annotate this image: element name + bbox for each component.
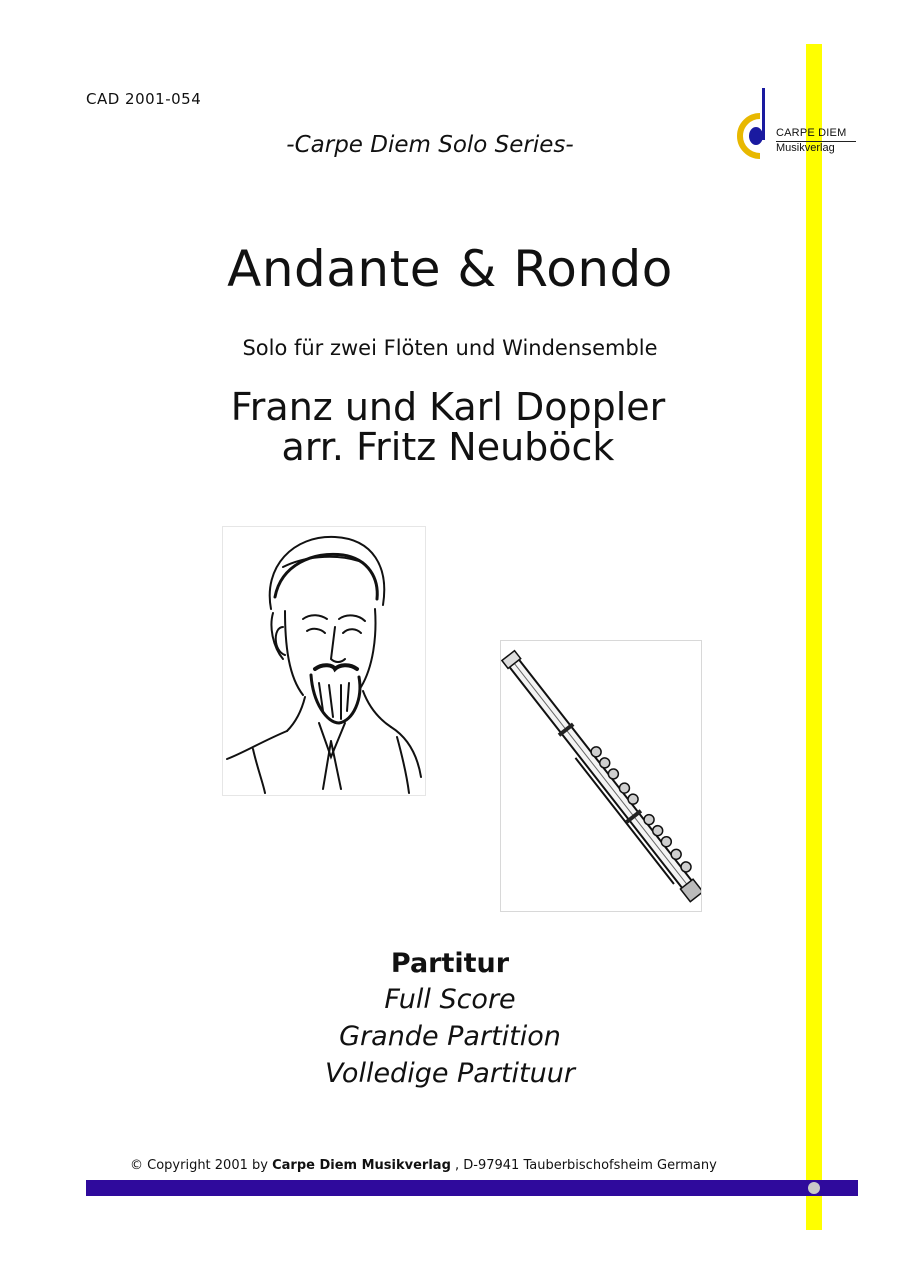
label-german: Partitur [390, 948, 510, 979]
catalog-number: CAD 2001-054 [86, 90, 202, 108]
copyright-prefix: © Copyright 2001 by [130, 1158, 273, 1173]
bar-dot [808, 1182, 820, 1194]
label-french: Grande Partition [339, 1021, 561, 1052]
composer-line: Franz und Karl Doppler [230, 385, 666, 429]
copyright-publisher: Carpe Diem Musikverlag [272, 1158, 451, 1173]
bottom-bar [86, 1180, 858, 1196]
piece-subtitle: Solo für zwei Flöten und Windensemble [242, 336, 658, 360]
copyright-suffix: , D-97941 Tauberbischofsheim Germany [450, 1158, 717, 1173]
score-labels [0, 948, 900, 1095]
label-english: Full Score [384, 984, 516, 1015]
credits [0, 387, 896, 468]
carpe-diem-logo-icon [726, 86, 786, 166]
logo-line-1: CARPE DIEM [776, 127, 847, 139]
copyright-notice [130, 1158, 717, 1173]
piece-title: Andante & Rondo [227, 240, 673, 298]
logo-line-2: Musikverlag [776, 142, 835, 154]
publisher-logo [726, 86, 866, 166]
label-dutch: Volledige Partituur [325, 1058, 575, 1089]
series-title-text: -Carpe Diem Solo Series- [286, 132, 574, 158]
portrait-sketch [222, 526, 426, 796]
arranger-line: arr. Fritz Neuböck [281, 425, 615, 470]
flute-illustration [500, 640, 702, 912]
